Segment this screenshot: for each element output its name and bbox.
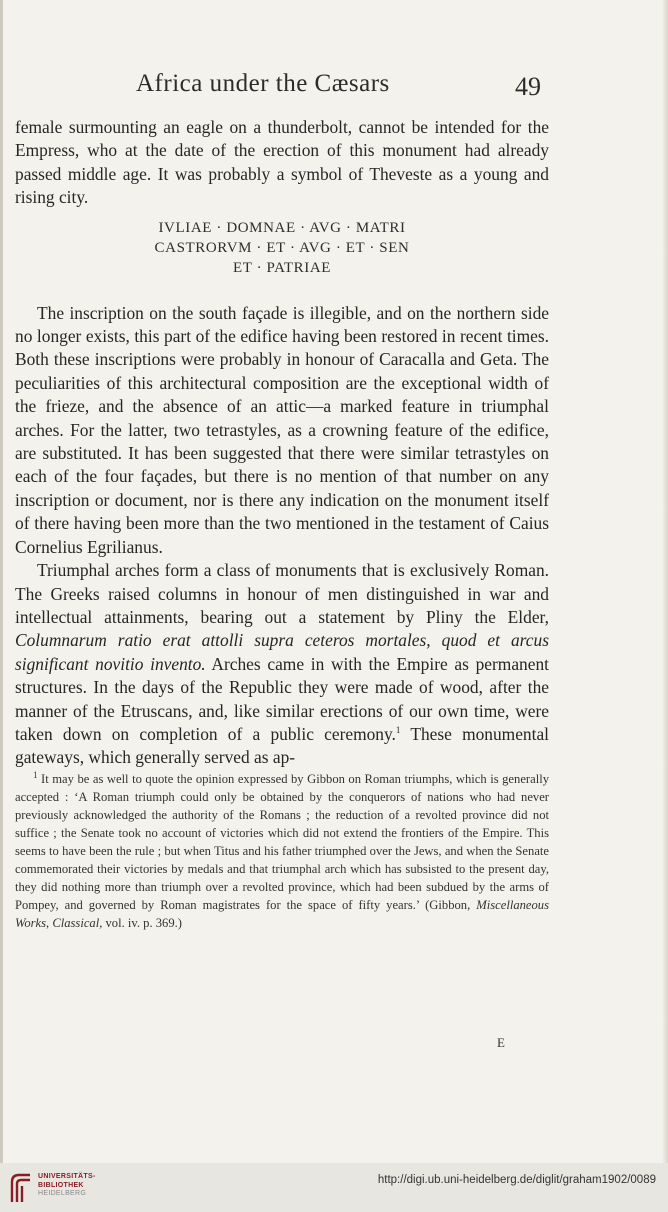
logo-line-2: BIBLIOTHEK: [38, 1181, 84, 1189]
paragraph-3-text-b: Arches came in with the Empire as permanent structures. In the days of the Republic they were made of wood, after the manner of the Etruscans, and, like similar erections of our own time, were taken down on completion of a public ceremony.: [15, 653, 549, 744]
pliny-quotation: Columnarum ratio erat attolli supra ceteros mortales, quod et arcus significant novitio invento.: [15, 630, 549, 674]
running-title: Africa under the Cæsars: [136, 70, 390, 97]
inscription-line-1: IVLIAE · DOMNAE · AVG · MATRI: [158, 219, 406, 236]
signature-mark: E: [497, 1035, 505, 1050]
body-text: [15, 116, 549, 770]
latin-inscription: [15, 218, 549, 278]
running-head: [3, 70, 668, 110]
library-logo-text: [38, 1173, 96, 1199]
footnote-marker: 1: [33, 769, 38, 780]
viewer-footer: [0, 1163, 668, 1212]
inscription-line-3: ET · PATRIAE: [232, 259, 332, 276]
library-logo-icon[interactable]: [8, 1172, 34, 1204]
footnote-1: [15, 770, 549, 932]
page-url-link[interactable]: http://digi.ub.uni-heidelberg.de/diglit/graham1902/0089: [377, 1174, 656, 1186]
paragraph-3-text-a: Triumphal arches form a class of monuments that is exclusively Roman. The Greeks raised columns in honour of men distinguished in war and intellectual attainments, bearing out a statement by Pliny the Elder,: [15, 560, 549, 627]
logo-line-1: UNIVERSITÄTS-: [38, 1173, 96, 1180]
page-number: 49: [515, 72, 541, 101]
footnote-reference[interactable]: 1: [395, 725, 401, 736]
footnote-text-b: vol. iv. p. 369.): [102, 916, 182, 930]
logo-line-3: HEIDELBERG: [38, 1190, 87, 1197]
footnote-citation-title: Miscellaneous Works, Classical,: [15, 898, 549, 930]
paragraph-3-text-c: These monumental gateways, which generally served as ap-: [15, 723, 550, 768]
footnotes: [15, 770, 549, 932]
paragraph-2: The inscription on the south façade is illegible, and on the northern side no longer exists, this part of the edifice having been restored in recent times. Both these inscriptions were probably in honour of Caracalla and Geta. The peculiarities of this architectural composition are the exceptional width of the frieze, and the absence of an attic—a marked feature in triumphal arches. For the latter, two tetrastyles, as a crowning feature of the edifice, are substituted. It has been suggested that there were similar tetrastyles on each of the four façades, but there is no mention of that number on any inscription or document, nor is there any indication on the monument itself of there having been more than the two mentioned in the testament of Caius Cornelius Egrilianus.: [15, 302, 549, 557]
inscription-line-2: CASTRORVM · ET · AVG · ET · SEN: [154, 239, 410, 256]
paragraph-1: female surmounting an eagle on a thunderbolt, cannot be intended for the Empress, who at the date of the erection of this monument had already passed middle age. It was probably a symbol of Theveste as a young and rising city.: [15, 117, 549, 208]
paragraph-3: [15, 559, 549, 770]
footnote-text-a: It may be as well to quote the opinion expressed by Gibbon on Roman triumphs, which is generally accepted : ‘A Roman triumph could only be obtained by the conquerors of nations who had never previously acknowledged the authority of the Romans ; the reduction of a revolted province did not suffice ; the Senate took no account of victories which did not extend the frontiers of the Empire. This seems to have been the rule ; but when Titus and his father triumphed over the Jews, and when the Senate commemorated their victories by medals and that triumphal arch which has subsisted to the present day, they did nothing more than triumph over a revolted province, which had been subdued by the arms of Pompey, and governed by Roman magistrates for the space of fifty years.’ (Gibbon,: [15, 772, 549, 912]
page-edge: [662, 0, 668, 1163]
